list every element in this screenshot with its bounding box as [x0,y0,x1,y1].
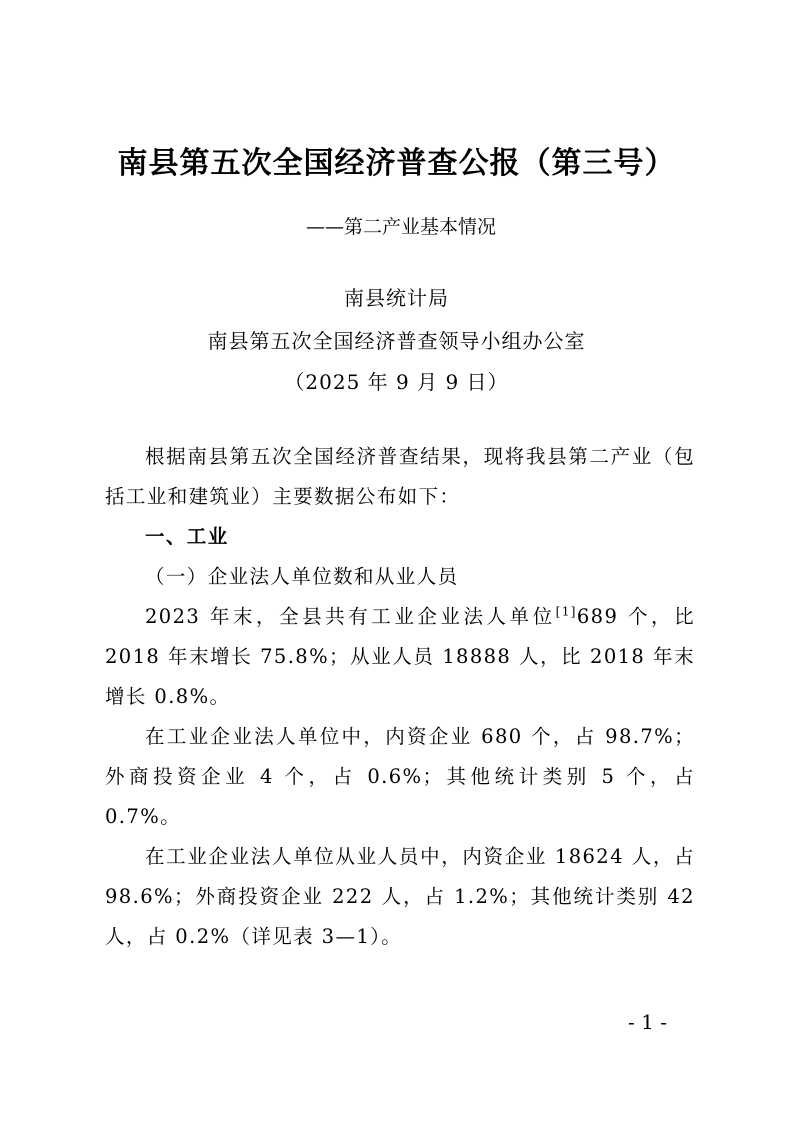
paragraph-employee-types: 在工业企业法人单位从业人员中，内资企业 18624 人，占 98.6%；外商投资企业 222 人，占 1.2%；其他统计类别 42 人，占 0.2%（详见表 3—1）。 [105,845,695,948]
page-number: - 1 - [628,1010,667,1034]
document-body [105,437,695,957]
footnote-marker: [1] [555,604,577,619]
issuer-census-office: 南县第五次全国经济普查领导小组办公室 [207,329,586,353]
paragraph-enterprise-types: 在工业企业法人单位中，内资企业 680 个，占 98.7%；外商投资企业 4 个，占 0.6%；其他统计类别 5 个，占 0.7%。 [105,725,695,828]
page-title: 南县第五次全国经济普查公报（第三号） [117,146,676,181]
subsection-heading-enterprises: （一）企业法人单位数和从业人员 [145,565,459,588]
paragraph-text: 689 个，比 2018 年末增长 75.8%；从业人员 18888 人，比 2018 年末增长 0.8%。 [105,605,695,708]
paragraph-enterprise-count [105,597,695,717]
publish-date: （2025 年 9 月 9 日） [284,370,509,394]
section-heading-industry: 一、工业 [145,525,229,548]
paragraph-text: 2023 年末，全县共有工业企业法人单位 [145,605,556,628]
intro-paragraph: 根据南县第五次全国经济普查结果，现将我县第二产业（包括工业和建筑业）主要数据公布如下： [105,445,695,508]
page-subtitle: ——第二产业基本情况 [306,216,497,238]
issuer-statistics-bureau: 南县统计局 [344,286,449,310]
